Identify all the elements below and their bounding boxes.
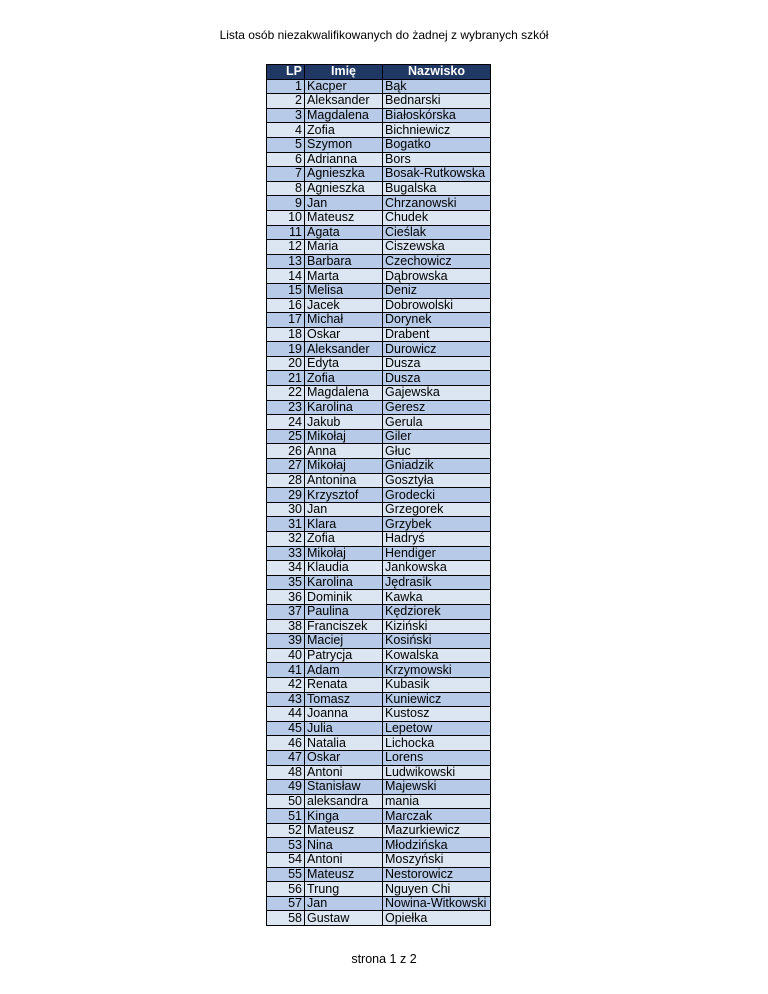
nazwisko-cell: Dąbrowska — [383, 269, 491, 284]
nazwisko-cell: Deniz — [383, 283, 491, 298]
imie-cell: Kinga — [305, 809, 383, 824]
lp-cell: 13 — [267, 254, 305, 269]
imie-cell: Natalia — [305, 736, 383, 751]
table-row — [267, 400, 491, 415]
lp-cell: 50 — [267, 794, 305, 809]
lp-cell: 26 — [267, 444, 305, 459]
imie-cell: Stanisław — [305, 780, 383, 795]
nazwisko-cell: Grodecki — [383, 488, 491, 503]
nazwisko-cell: Ciszewska — [383, 240, 491, 255]
imie-cell: Jan — [305, 896, 383, 911]
table-row — [267, 502, 491, 517]
imie-cell: Julia — [305, 721, 383, 736]
imie-cell: Jacek — [305, 298, 383, 313]
table-row — [267, 137, 491, 152]
imie-cell: Agata — [305, 225, 383, 240]
imie-cell: Jan — [305, 196, 383, 211]
lp-cell: 55 — [267, 867, 305, 882]
imie-cell: aleksandra — [305, 794, 383, 809]
lp-cell: 33 — [267, 546, 305, 561]
table-row — [267, 225, 491, 240]
imie-cell: Gustaw — [305, 911, 383, 926]
lp-cell: 20 — [267, 356, 305, 371]
table-row — [267, 561, 491, 576]
imie-cell: Barbara — [305, 254, 383, 269]
table-row — [267, 838, 491, 853]
table-row — [267, 123, 491, 138]
table-row — [267, 677, 491, 692]
table-row — [267, 809, 491, 824]
table-row — [267, 911, 491, 926]
table-row — [267, 546, 491, 561]
table-row — [267, 429, 491, 444]
imie-cell: Joanna — [305, 707, 383, 722]
lp-cell: 5 — [267, 137, 305, 152]
table-row — [267, 108, 491, 123]
table-row — [267, 473, 491, 488]
table-row — [267, 371, 491, 386]
nazwisko-cell: Kustosz — [383, 707, 491, 722]
imie-cell: Aleksander — [305, 94, 383, 109]
lp-cell: 10 — [267, 210, 305, 225]
imie-cell: Mateusz — [305, 867, 383, 882]
nazwisko-cell: Grzegorek — [383, 502, 491, 517]
table-row — [267, 794, 491, 809]
table-row — [267, 780, 491, 795]
nazwisko-cell: Kuniewicz — [383, 692, 491, 707]
nazwisko-cell: Jankowska — [383, 561, 491, 576]
imie-cell: Tomasz — [305, 692, 383, 707]
lp-cell: 53 — [267, 838, 305, 853]
nazwisko-cell: Hadryś — [383, 532, 491, 547]
nazwisko-cell: Młodzińska — [383, 838, 491, 853]
imie-cell: Jan — [305, 502, 383, 517]
lp-cell: 38 — [267, 619, 305, 634]
imie-cell: Mikołaj — [305, 429, 383, 444]
table-row — [267, 488, 491, 503]
header-nazwisko: Nazwisko — [383, 65, 491, 80]
imie-cell: Antoni — [305, 853, 383, 868]
table-row — [267, 181, 491, 196]
lp-cell: 21 — [267, 371, 305, 386]
table-row — [267, 94, 491, 109]
table-row — [267, 342, 491, 357]
lp-cell: 43 — [267, 692, 305, 707]
nazwisko-cell: Bąk — [383, 79, 491, 94]
nazwisko-cell: Hendiger — [383, 546, 491, 561]
table-row — [267, 415, 491, 430]
table-row — [267, 896, 491, 911]
table-row — [267, 532, 491, 547]
lp-cell: 9 — [267, 196, 305, 211]
table-row — [267, 736, 491, 751]
lp-cell: 46 — [267, 736, 305, 751]
lp-cell: 18 — [267, 327, 305, 342]
nazwisko-cell: Dusza — [383, 371, 491, 386]
lp-cell: 44 — [267, 707, 305, 722]
nazwisko-cell: Gosztyła — [383, 473, 491, 488]
imie-cell: Nina — [305, 838, 383, 853]
table-row — [267, 648, 491, 663]
lp-cell: 12 — [267, 240, 305, 255]
nazwisko-cell: Białoskórska — [383, 108, 491, 123]
imie-cell: Antoni — [305, 765, 383, 780]
nazwisko-cell: Geresz — [383, 400, 491, 415]
imie-cell: Krzysztof — [305, 488, 383, 503]
lp-cell: 6 — [267, 152, 305, 167]
table-row — [267, 721, 491, 736]
nazwisko-cell: Dobrowolski — [383, 298, 491, 313]
imie-cell: Agnieszka — [305, 167, 383, 182]
lp-cell: 24 — [267, 415, 305, 430]
imie-cell: Marta — [305, 269, 383, 284]
nazwisko-cell: Chrzanowski — [383, 196, 491, 211]
nazwisko-cell: Gajewska — [383, 386, 491, 401]
nazwisko-cell: Lorens — [383, 750, 491, 765]
imie-cell: Zofia — [305, 123, 383, 138]
imie-cell: Magdalena — [305, 108, 383, 123]
nazwisko-cell: Opiełka — [383, 911, 491, 926]
imie-cell: Franciszek — [305, 619, 383, 634]
table-row — [267, 663, 491, 678]
page-title: Lista osób niezakwalifikowanych do żadnej z wybranych szkół — [219, 28, 549, 42]
lp-cell: 32 — [267, 532, 305, 547]
nazwisko-cell: Drabent — [383, 327, 491, 342]
imie-cell: Patrycja — [305, 648, 383, 663]
lp-cell: 28 — [267, 473, 305, 488]
table-row — [267, 298, 491, 313]
table-row — [267, 167, 491, 182]
lp-cell: 11 — [267, 225, 305, 240]
nazwisko-cell: Marczak — [383, 809, 491, 824]
lp-cell: 8 — [267, 181, 305, 196]
lp-cell: 2 — [267, 94, 305, 109]
imie-cell: Adrianna — [305, 152, 383, 167]
table-row — [267, 283, 491, 298]
nazwisko-cell: Krzymowski — [383, 663, 491, 678]
nazwisko-cell: Mazurkiewicz — [383, 823, 491, 838]
header-imie: Imię — [305, 65, 383, 80]
lp-cell: 17 — [267, 313, 305, 328]
imie-cell: Michał — [305, 313, 383, 328]
nazwisko-cell: Cieślak — [383, 225, 491, 240]
nazwisko-cell: Gniadzik — [383, 459, 491, 474]
header-lp: LP — [267, 65, 305, 80]
imie-cell: Mateusz — [305, 823, 383, 838]
nazwisko-cell: Giler — [383, 429, 491, 444]
lp-cell: 29 — [267, 488, 305, 503]
imie-cell: Adam — [305, 663, 383, 678]
table-row — [267, 269, 491, 284]
lp-cell: 57 — [267, 896, 305, 911]
imie-cell: Mikołaj — [305, 546, 383, 561]
nazwisko-cell: Bogatko — [383, 137, 491, 152]
nazwisko-cell: Lepetow — [383, 721, 491, 736]
nazwisko-cell: mania — [383, 794, 491, 809]
table-row — [267, 79, 491, 94]
lp-cell: 52 — [267, 823, 305, 838]
lp-cell: 51 — [267, 809, 305, 824]
lp-cell: 58 — [267, 911, 305, 926]
imie-cell: Edyta — [305, 356, 383, 371]
lp-cell: 30 — [267, 502, 305, 517]
lp-cell: 40 — [267, 648, 305, 663]
table-row — [267, 853, 491, 868]
imie-cell: Zofia — [305, 532, 383, 547]
table-row — [267, 517, 491, 532]
lp-cell: 54 — [267, 853, 305, 868]
imie-cell: Anna — [305, 444, 383, 459]
table-row — [267, 356, 491, 371]
lp-cell: 34 — [267, 561, 305, 576]
nazwisko-cell: Durowicz — [383, 342, 491, 357]
nazwisko-cell: Kiziński — [383, 619, 491, 634]
table-row — [267, 707, 491, 722]
lp-cell: 42 — [267, 677, 305, 692]
table-row — [267, 765, 491, 780]
lp-cell: 48 — [267, 765, 305, 780]
imie-cell: Jakub — [305, 415, 383, 430]
lp-cell: 7 — [267, 167, 305, 182]
nazwisko-cell: Kowalska — [383, 648, 491, 663]
lp-cell: 35 — [267, 575, 305, 590]
nazwisko-cell: Chudek — [383, 210, 491, 225]
nazwisko-cell: Nestorowicz — [383, 867, 491, 882]
imie-cell: Antonina — [305, 473, 383, 488]
table-header-row — [267, 65, 491, 80]
nazwisko-cell: Głuc — [383, 444, 491, 459]
lp-cell: 41 — [267, 663, 305, 678]
lp-cell: 47 — [267, 750, 305, 765]
lp-cell: 37 — [267, 604, 305, 619]
table-row — [267, 444, 491, 459]
nazwisko-cell: Kubasik — [383, 677, 491, 692]
nazwisko-cell: Gerula — [383, 415, 491, 430]
nazwisko-cell: Dusza — [383, 356, 491, 371]
roster-table — [266, 64, 491, 926]
table-row — [267, 634, 491, 649]
lp-cell: 1 — [267, 79, 305, 94]
lp-cell: 14 — [267, 269, 305, 284]
imie-cell: Maria — [305, 240, 383, 255]
nazwisko-cell: Ludwikowski — [383, 765, 491, 780]
imie-cell: Aleksander — [305, 342, 383, 357]
nazwisko-cell: Bugalska — [383, 181, 491, 196]
table-row — [267, 692, 491, 707]
nazwisko-cell: Bichniewicz — [383, 123, 491, 138]
lp-cell: 23 — [267, 400, 305, 415]
nazwisko-cell: Nowina-Witkowski — [383, 896, 491, 911]
imie-cell: Maciej — [305, 634, 383, 649]
imie-cell: Trung — [305, 882, 383, 897]
imie-cell: Magdalena — [305, 386, 383, 401]
table-row — [267, 254, 491, 269]
nazwisko-cell: Bors — [383, 152, 491, 167]
lp-cell: 16 — [267, 298, 305, 313]
lp-cell: 45 — [267, 721, 305, 736]
table-row — [267, 750, 491, 765]
nazwisko-cell: Grzybek — [383, 517, 491, 532]
imie-cell: Zofia — [305, 371, 383, 386]
page-footer: strona 1 z 2 — [351, 952, 417, 966]
nazwisko-cell: Nguyen Chi — [383, 882, 491, 897]
imie-cell: Mateusz — [305, 210, 383, 225]
table-row — [267, 459, 491, 474]
imie-cell: Karolina — [305, 400, 383, 415]
nazwisko-cell: Kawka — [383, 590, 491, 605]
table-row — [267, 327, 491, 342]
table-row — [267, 313, 491, 328]
lp-cell: 31 — [267, 517, 305, 532]
imie-cell: Kacper — [305, 79, 383, 94]
imie-cell: Dominik — [305, 590, 383, 605]
nazwisko-cell: Bosak-Rutkowska — [383, 167, 491, 182]
lp-cell: 3 — [267, 108, 305, 123]
table-row — [267, 196, 491, 211]
imie-cell: Renata — [305, 677, 383, 692]
lp-cell: 56 — [267, 882, 305, 897]
nazwisko-cell: Bednarski — [383, 94, 491, 109]
imie-cell: Klara — [305, 517, 383, 532]
lp-cell: 4 — [267, 123, 305, 138]
lp-cell: 22 — [267, 386, 305, 401]
table-row — [267, 823, 491, 838]
nazwisko-cell: Kędziorek — [383, 604, 491, 619]
nazwisko-cell: Kosiński — [383, 634, 491, 649]
table-row — [267, 386, 491, 401]
lp-cell: 19 — [267, 342, 305, 357]
nazwisko-cell: Jędrasik — [383, 575, 491, 590]
imie-cell: Mikołaj — [305, 459, 383, 474]
nazwisko-cell: Czechowicz — [383, 254, 491, 269]
table-row — [267, 240, 491, 255]
table-row — [267, 210, 491, 225]
table-body — [267, 79, 491, 925]
table-row — [267, 867, 491, 882]
imie-cell: Oskar — [305, 327, 383, 342]
imie-cell: Oskar — [305, 750, 383, 765]
lp-cell: 39 — [267, 634, 305, 649]
nazwisko-cell: Dorynek — [383, 313, 491, 328]
table-row — [267, 882, 491, 897]
lp-cell: 49 — [267, 780, 305, 795]
table-row — [267, 590, 491, 605]
nazwisko-cell: Lichocka — [383, 736, 491, 751]
imie-cell: Agnieszka — [305, 181, 383, 196]
lp-cell: 36 — [267, 590, 305, 605]
nazwisko-cell: Majewski — [383, 780, 491, 795]
nazwisko-cell: Moszyński — [383, 853, 491, 868]
imie-cell: Klaudia — [305, 561, 383, 576]
imie-cell: Karolina — [305, 575, 383, 590]
table-row — [267, 619, 491, 634]
lp-cell: 27 — [267, 459, 305, 474]
imie-cell: Szymon — [305, 137, 383, 152]
imie-cell: Paulina — [305, 604, 383, 619]
table-row — [267, 152, 491, 167]
imie-cell: Melisa — [305, 283, 383, 298]
table-row — [267, 604, 491, 619]
table-row — [267, 575, 491, 590]
lp-cell: 25 — [267, 429, 305, 444]
lp-cell: 15 — [267, 283, 305, 298]
